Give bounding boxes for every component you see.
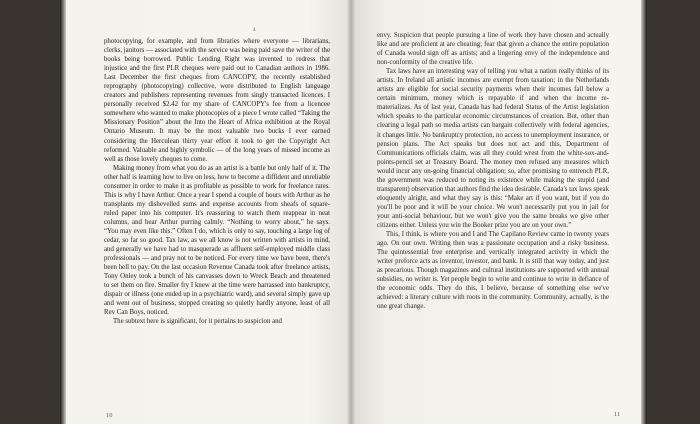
left-page-text bbox=[104, 37, 330, 327]
page-mark: 4 bbox=[253, 28, 256, 33]
right-page-text bbox=[377, 31, 609, 311]
paragraph: photocopying, for example, and from libraries where everyone — librarians, clerks, janitors — associated with the service was being paid save the writer of the books being borrowed. Public Lending Right was invented to redress that injustice and the first PLR cheques were paid out to Canadian authors in 1986. Last December the first cheques from CANCOPY, the recently established reprography (photocopying) collective, were distributed to English language creators and publishers representing revenues from singly transacted licences. I personally received $2.42 for my share of CANCOPY's fee from a licencee somewhere who wanted to make photocopies of a piece I wrote called “Taking the Missionary Position” about the Into the Heart of Africa exhibition at the Royal Ontario Museum. It may be the most valuable two bucks I ever earned considering the Herculean thirty year effort it took to get the Copyright Act reformed. Valuable and highly symbolic — of the long years of missed income as well as those lovely cheques to come. bbox=[104, 38, 330, 163]
page-number-right: 11 bbox=[614, 411, 621, 418]
paragraph: Tax laws have an interesting way of telling you what a nation really thinks of its artists. In Ireland all artistic incomes are exempt from taxation; in the Netherlands artists are eligible for social security payments when their incomes fall below a certain minimum, money which is repayable if and when the income re-materializes. As of last year, Canada has had federal Status of the Artist legislation which speaks to the particular economic circumstances of creation. But, other than clearing a legal path so media artists can bargain collectively with federal agencies, it changes little. No bankruptcy protection, no access to unemployment insurance, or pension plans. The Act speaks but does not act and this, Department of Communications officials claim, was all they could wrest from the white-sox-and-points-pencil set at Treasury Board. The money men refused any measures which would incur any on-going financial obligation; so, after promising to entrench PLR, the government was reduced to noting its existence while making the stupid (and transparent) observation that authors find the idea desirable. Canada's tax laws speak eloquently alright, and what they say is this: “Make art if you want, but if you do you'll be poor and it will be your choice. We won't necessarily put you in jail for your anti-social behaviour, but we won't give you the same breaks we give other citizens either. Unless you win the Booker prize you are on your own.” bbox=[377, 68, 609, 229]
paragraph: Making money from what you do as an artist is a battle but only half of it. The other half is learning how to live on less, how to become a diffident and unreliable consumer in order to make it as profitable as possible to work for freelance rates. This is why I have Arthur. Once a year I spend a couple of hours with Arthur as he transplants my dishevelled sums and expense accounts from sheafs of square-ruled paper into his computer. It's reassuring to watch them reappear in neat columns, and hear Arthur purring calmly. “Nothing to worry about,” he says. “You may even like this.” Often I do, which is only to say, touching a large log of cedar, so far so good. Tax law, as we all know is not written with artists in mind, and generally we have had to masquerade as affluent self-employed middle class professionals — and pray not to be noticed. For every time we have been, there's been hell to pay. On the last occasion Revenue Canada took after freelance artists, Tony Onley took a bunch of his canvasses down to Wreck Beach and threatened to set them on fire. Smaller fry I knew at the time were harrassed into bankruptcy, dispair or illness (one ended up in a psychiatric ward), and several simply gave up and went out of business, stopped creating so quietly hardly anyone, least of all Rev Can Boys, noticed. bbox=[104, 164, 330, 317]
paragraph: This, I think, is where you and I and The Capilano Review came in twenty years ago. On our own. Writing then was a passionate occupation and a risky business. The quintessential free enterprise and vertically integrated activity in which the writer preforce acts as inventor, investor, and bank. It is still that way today, and just as precarious. Though magazines and cultural institutions are supported with annual subsidies, no writer is. Yet people begin to write and continue to write in defiance of the economic odds. They do this, I believe, because of something else we've achieved: a literary culture with roots in the community. Community, actually, is the one great change. bbox=[377, 231, 609, 311]
page-number-left: 10 bbox=[106, 412, 113, 419]
left-page bbox=[66, 0, 351, 424]
right-page bbox=[351, 0, 641, 424]
paragraph: envy. Suspicion that people pursuing a line of work they have chosen and actually like and are proficient at are cheating; fear that given a chance the entire population of Canada would sign off as artists; and a lingering envy of the independence and non-conformity of the creative life. bbox=[377, 32, 609, 67]
paragraph: The subtext here is significant, for it pertains to suspicion and bbox=[113, 318, 282, 326]
right-book-edge bbox=[641, 0, 647, 424]
book-gutter bbox=[347, 0, 355, 424]
